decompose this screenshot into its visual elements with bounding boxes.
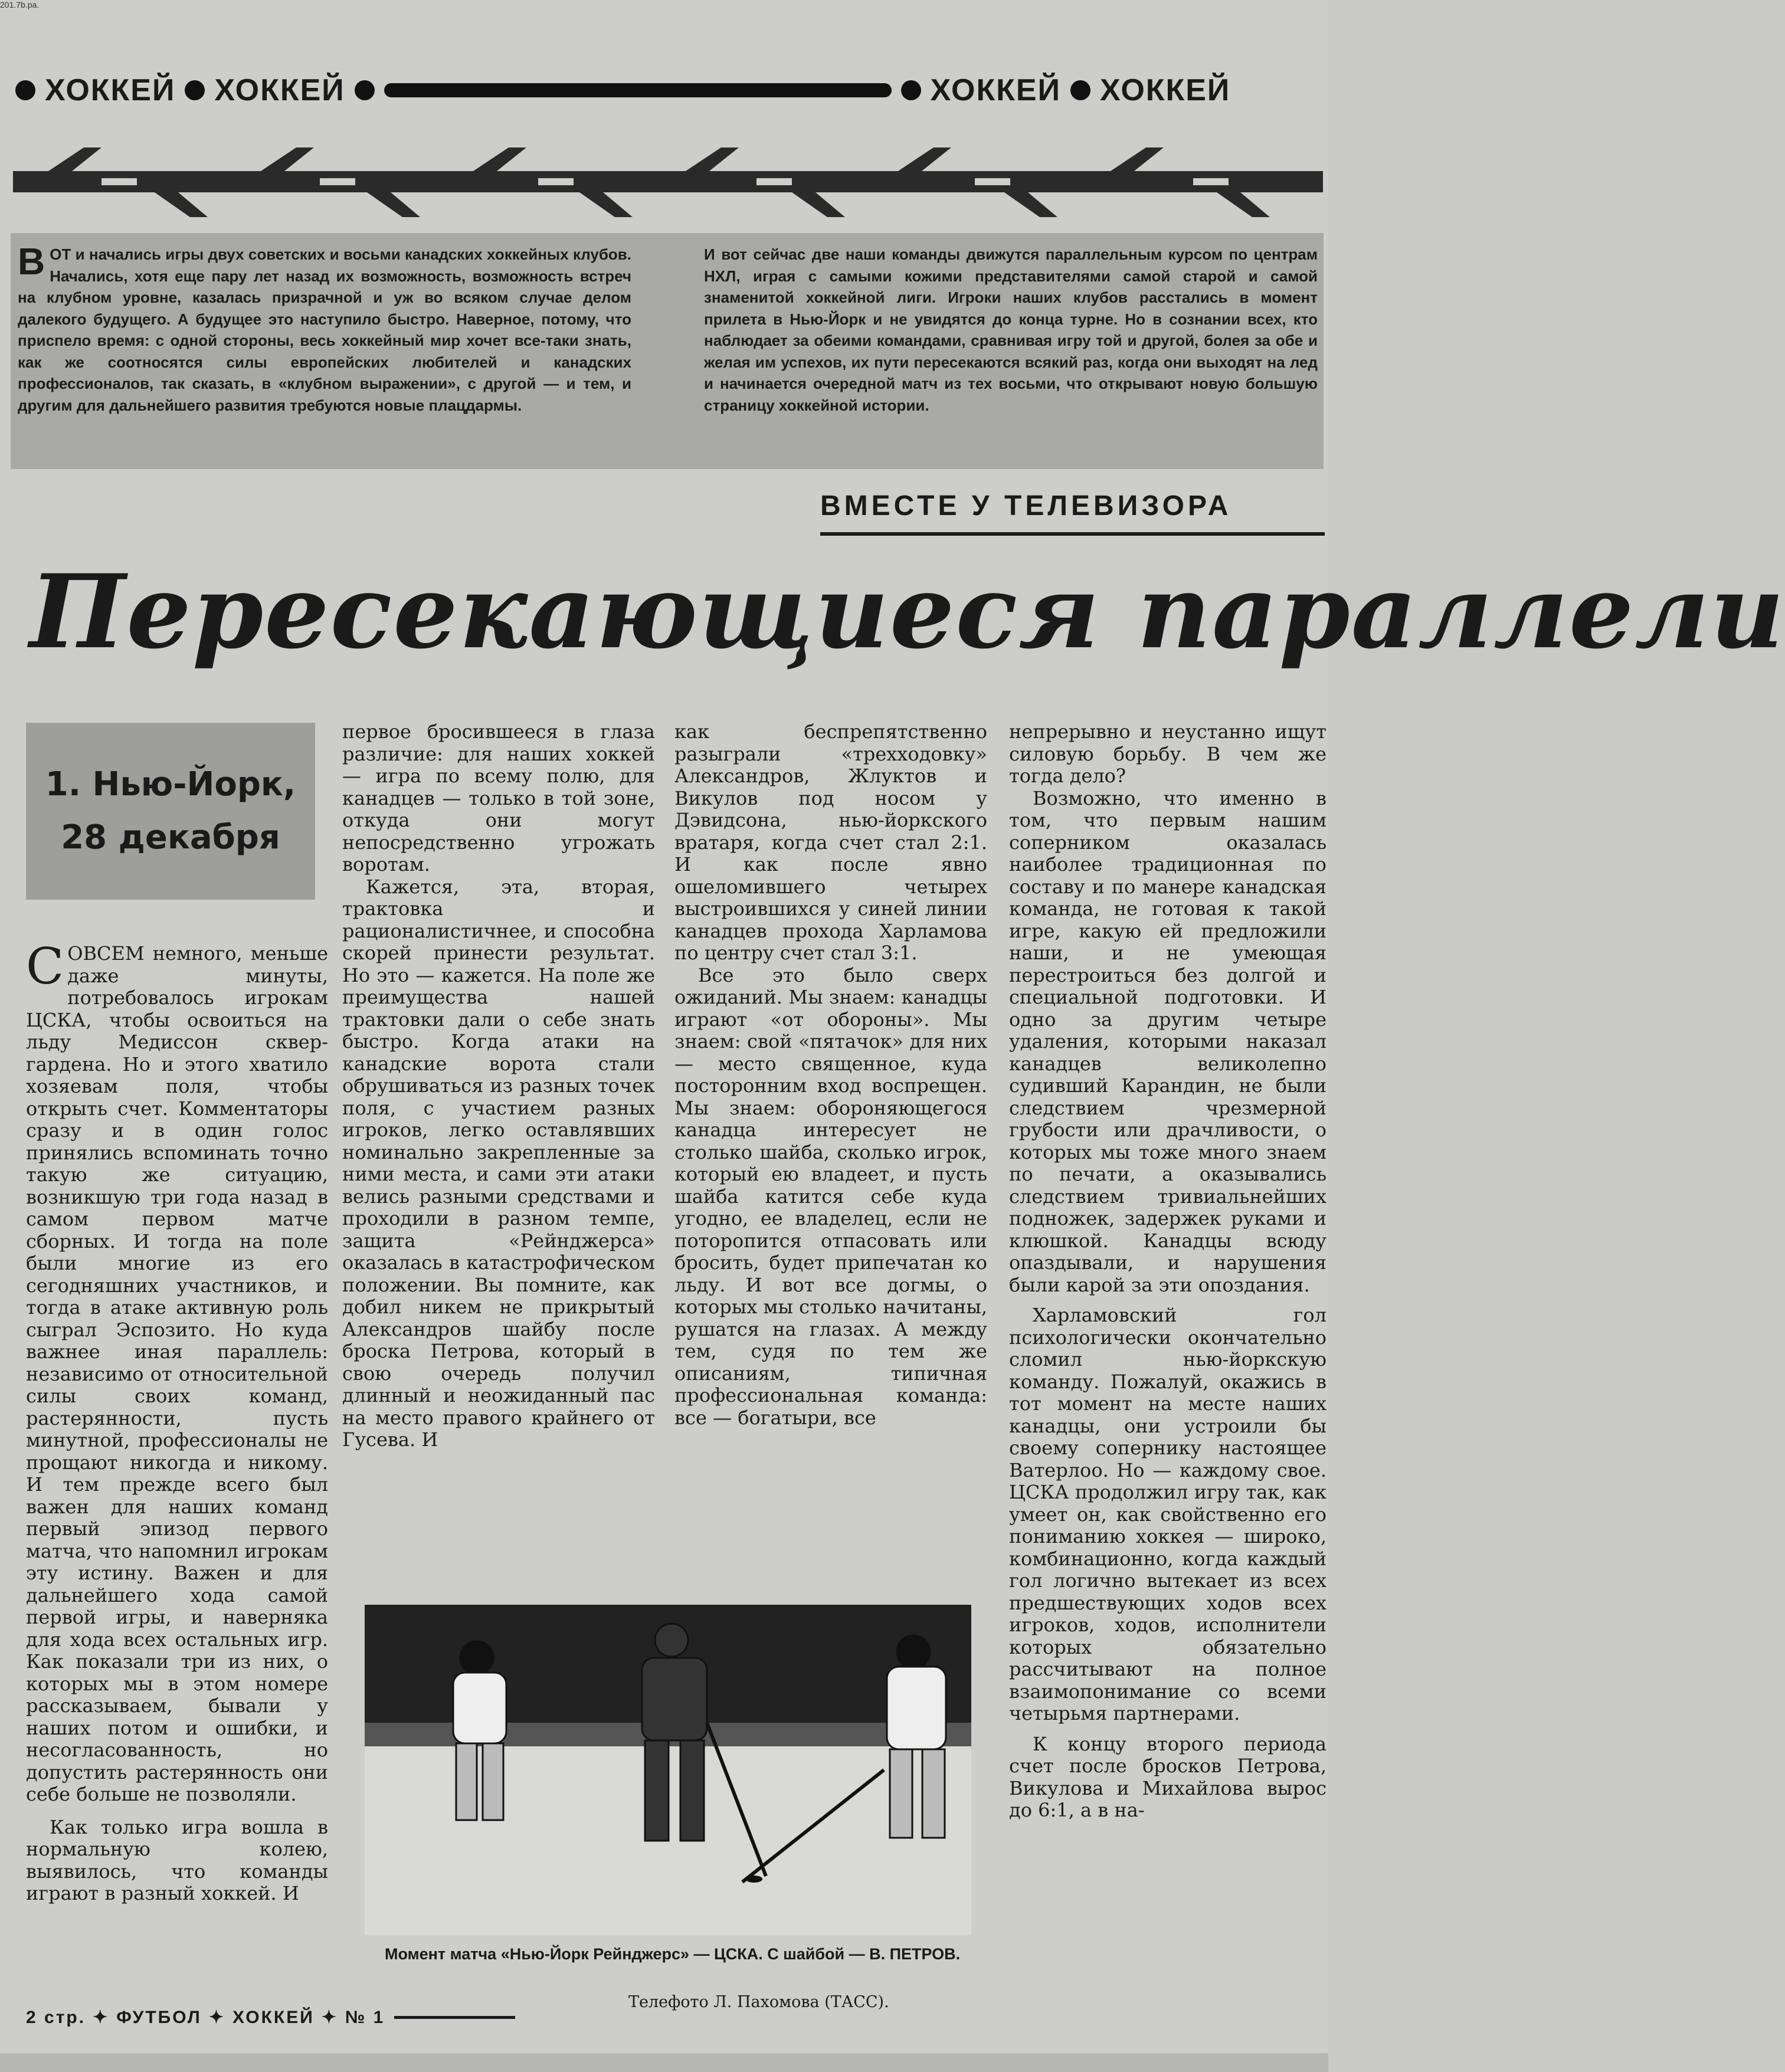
hockey-stick-ornament [13,147,1323,218]
bullet-icon [1070,80,1090,100]
article-column-4 [1009,721,1327,1822]
article-column-1 [26,937,328,1905]
dateline-city: 1. Нью-Йорк, [45,765,296,804]
page-footer [26,2007,515,2028]
paragraph: непрерывно и неустанно ищут силовую борьбу. В чем же тогда дело? [1009,720,1327,787]
paragraph: Харламовский гол психологически окончательно сломил нью-йоркскую команду. Пожалуй, окажись в тот момент на месте наших канадцы, они устроили бы своему сопернику настоящее Ватерлоо. Но — каждому свое. ЦСКА продолжил игру так, как умеет он, как свойственно его пониманию хоккея — широко, комбинационно, когда каждый гол логично вытекает из всех предшествующих ходов всех игроков, ходов, исполнители которых обязательно рассчитывают на полное взаимопонимание со всеми четырьмя партнерами. [1009,1304,1327,1725]
paragraph: К концу второго периода счет после бросков Петрова, Викулова и Михайлова вырос до 6:1, а в на- [1009,1732,1327,1821]
headline: Пересекающиеся параллели [30,552,1785,671]
paragraph: первое бросившееся в глаза различие: для наших хоккей — игра по всему полю, для канадцев — только в той зоне, откуда они могут непосредственно угрожать воротам. [342,720,655,876]
rubric-rule [820,532,1325,536]
diamond-icon: ✦ [208,2008,225,2027]
intro-text-right: И вот сейчас две наши команды движутся параллельным курсом по центрам НХЛ, играя с самыми кожими представителями самой старой и самой знаменитой хоккейной лиги. Игроки наших клубов расстались в момент прилета в Нью-Йорк и не увидятся до конца турне. Но в сознании всех, кто наблюдает за обеими командами, сравнивая игру той и другой, болея за обе и желая им успехов, их пути пересекаются всякий раз, когда они выходят на лед и начинается очередной матч из тех восьми, что открывают новую большую страницу хоккейной истории. [704,245,1318,414]
header-word: ХОККЕЙ [1099,73,1231,107]
intro-dropcap: В [18,240,45,283]
dateline-box [26,723,315,900]
bullet-icon [15,80,35,100]
header-word: ХОККЕЙ [930,73,1061,107]
intro-box [11,233,1324,469]
header-word: ХОККЕЙ [214,73,345,107]
page-bottom-edge [0,2053,1328,2072]
header-word: ХОККЕЙ [45,73,176,107]
photo-caption: Момент матча «Нью-Йорк Рейнджерс» — ЦСКА. С шайбой — В. ПЕТРОВ. [385,1945,961,1963]
footer-word: ХОККЕЙ [232,2007,315,2027]
intro-column-left [18,240,631,416]
paragraph: Как только игра вошла в нормальную колею, выявилось, что команды играют в разный хоккей. И [26,1815,328,1904]
article-column-3 [674,721,987,1429]
paragraph: Все это было сверх ожиданий. Мы знаем: канадцы играют «от обороны». Мы знаем: свой «пятачок» для них — место священное, куда посторонним вход воспрещен. Мы знаем: обороняющегося канадца интересует не столько шайба, сколько игрок, который ею владеет, и пусть шайба катится себе куда угодно, ее владелец, если не поторопится отпасовать или бросить, будет припечатан ко льду. И вот все догмы, о которых мы столько начитаны, рушатся на глазах. А между тем, судя по тем же описаниям, типичная профессиональная команда: все — богатыри, все [674,963,987,1429]
issue-number: № 1 [345,2007,385,2027]
top-cutoff-text: 201.7b.pa. [0,0,40,9]
bullet-icon [901,80,921,100]
dateline-date: 28 декабря [61,818,280,857]
paragraph: Кажется, эта, вторая, трактовка и рационалистичнее, и способна скорей принести результат. Но это — кажется. На поле же преимущества нашей трактовки дали о себе знать быстро. Когда атаки на канадские ворота стали обрушиваться из разных точек поля, с участием разных игроков, легко оставлявших номинально закрепленные за ними места, и сами эти атаки велись разными средствами и проходили в разном темпе, защита «Рейнджерса» оказалась в катастрофическом положении. Вы помните, как добил никем не прикрытый Александров шайбу после броска Петрова, который в свою очередь получил длинный и неожиданный пас на место правого крайнего от Гусева. И [342,875,655,1451]
bullet-icon [185,80,205,100]
page-number: 2 стр. [26,2007,86,2027]
footer-rule [394,2016,515,2019]
paragraph: Возможно, что именно в том, что первым нашим соперником оказалась наиболее традиционная по составу и по манере канадская команда, не готовая к такой игре, какую ей предложили наши, и не умеющая перестроиться без долгой и специальной подготовки. И одно за другим четыре удаления, которыми наказал канадцев великолепно судивший Карандин, не были следствием чрезмерной грубости или драчливости, о которых мы тоже много знаем по печати, а оказывались следствием тривиальнейших подножек, задержек руками и клюшкой. Канадцы всюду опаздывали, и нарушения были карой за эти опоздания. [1009,786,1327,1296]
photo-credit: Телефото Л. Пахомова (ТАСС). [628,1993,889,2011]
header-band-left [6,70,1230,111]
header-rule [384,83,892,97]
diamond-icon: ✦ [93,2008,110,2027]
footer-word: ФУТБОЛ [116,2007,202,2027]
hockey-match-photo [365,1605,971,1935]
bullet-icon [355,80,375,100]
article-dropcap: С [26,937,64,995]
intro-column-right [704,244,1318,416]
diamond-icon: ✦ [321,2008,338,2027]
article-column-2 [342,721,655,1451]
intro-text-left: ОТ и начались игры двух советских и восьми канадских хоккейных клубов. Начались, хотя еще пару лет назад их возможность, возможность встреч на клубном уровне, казалась призрачной и уж во всяком случае делом далекого будущего. А будущее это наступило быстро. Наверное, потому, что приспело время: с одной стороны, весь хоккейный мир хочет все-таки знать, как же соотносятся силы европейских любителей и канадских профессионалов, так сказать, в «клубном выражении», с другой — и тем, и другим для дальнейшего развития требуются новые плацдармы. [18,245,631,414]
paragraph: как беспрепятственно разыграли «трехходовку» Александров, Жлуктов и Викулов под носом у Дэвидсона, нью-йоркского вратаря, когда счет стал 2:1. И как после явно ошеломившего четырех выстроившихся у синей линии канадцев прохода Харламова по центру счет стал 3:1. [674,720,987,964]
paragraph: ОВСЕМ немного, меньше даже минуты, потребовалось игрокам ЦСКА, чтобы освоиться на льду Медиссон сквер-гардена. Но и этого хватило хозяевам поля, чтобы открыть счет. Комментаторы сразу и в один голос принялись вспоминать точно такую же ситуацию, возникшую три года назад в самом первом матче сборных. И тогда на поле были многие из его сегодняшних участников, и тогда в атаке активную роль сыграл Эспозито. Но куда важнее иная параллель: независимо от относительной силы своих команд, растерянности, пусть минутной, профессионалы не прощают никогда и никому. И тем прежде всего был важен для наших команд первый эпизод первого матча, что напомнил игрокам эту истину. Важен и для дальнейшего хода самой первой игры, и наверняка для хода всех остальных игр. Как показали три из них, о которых мы в этом номере рассказываем, бывали у наших потом и ошибки, и несогласованность, но допустить растерянность они себе больше не позволяли. [26,942,328,1805]
rubric-title: ВМЕСТЕ У ТЕЛЕВИЗОРА [820,490,1232,522]
photo-illustration [365,1605,971,1935]
